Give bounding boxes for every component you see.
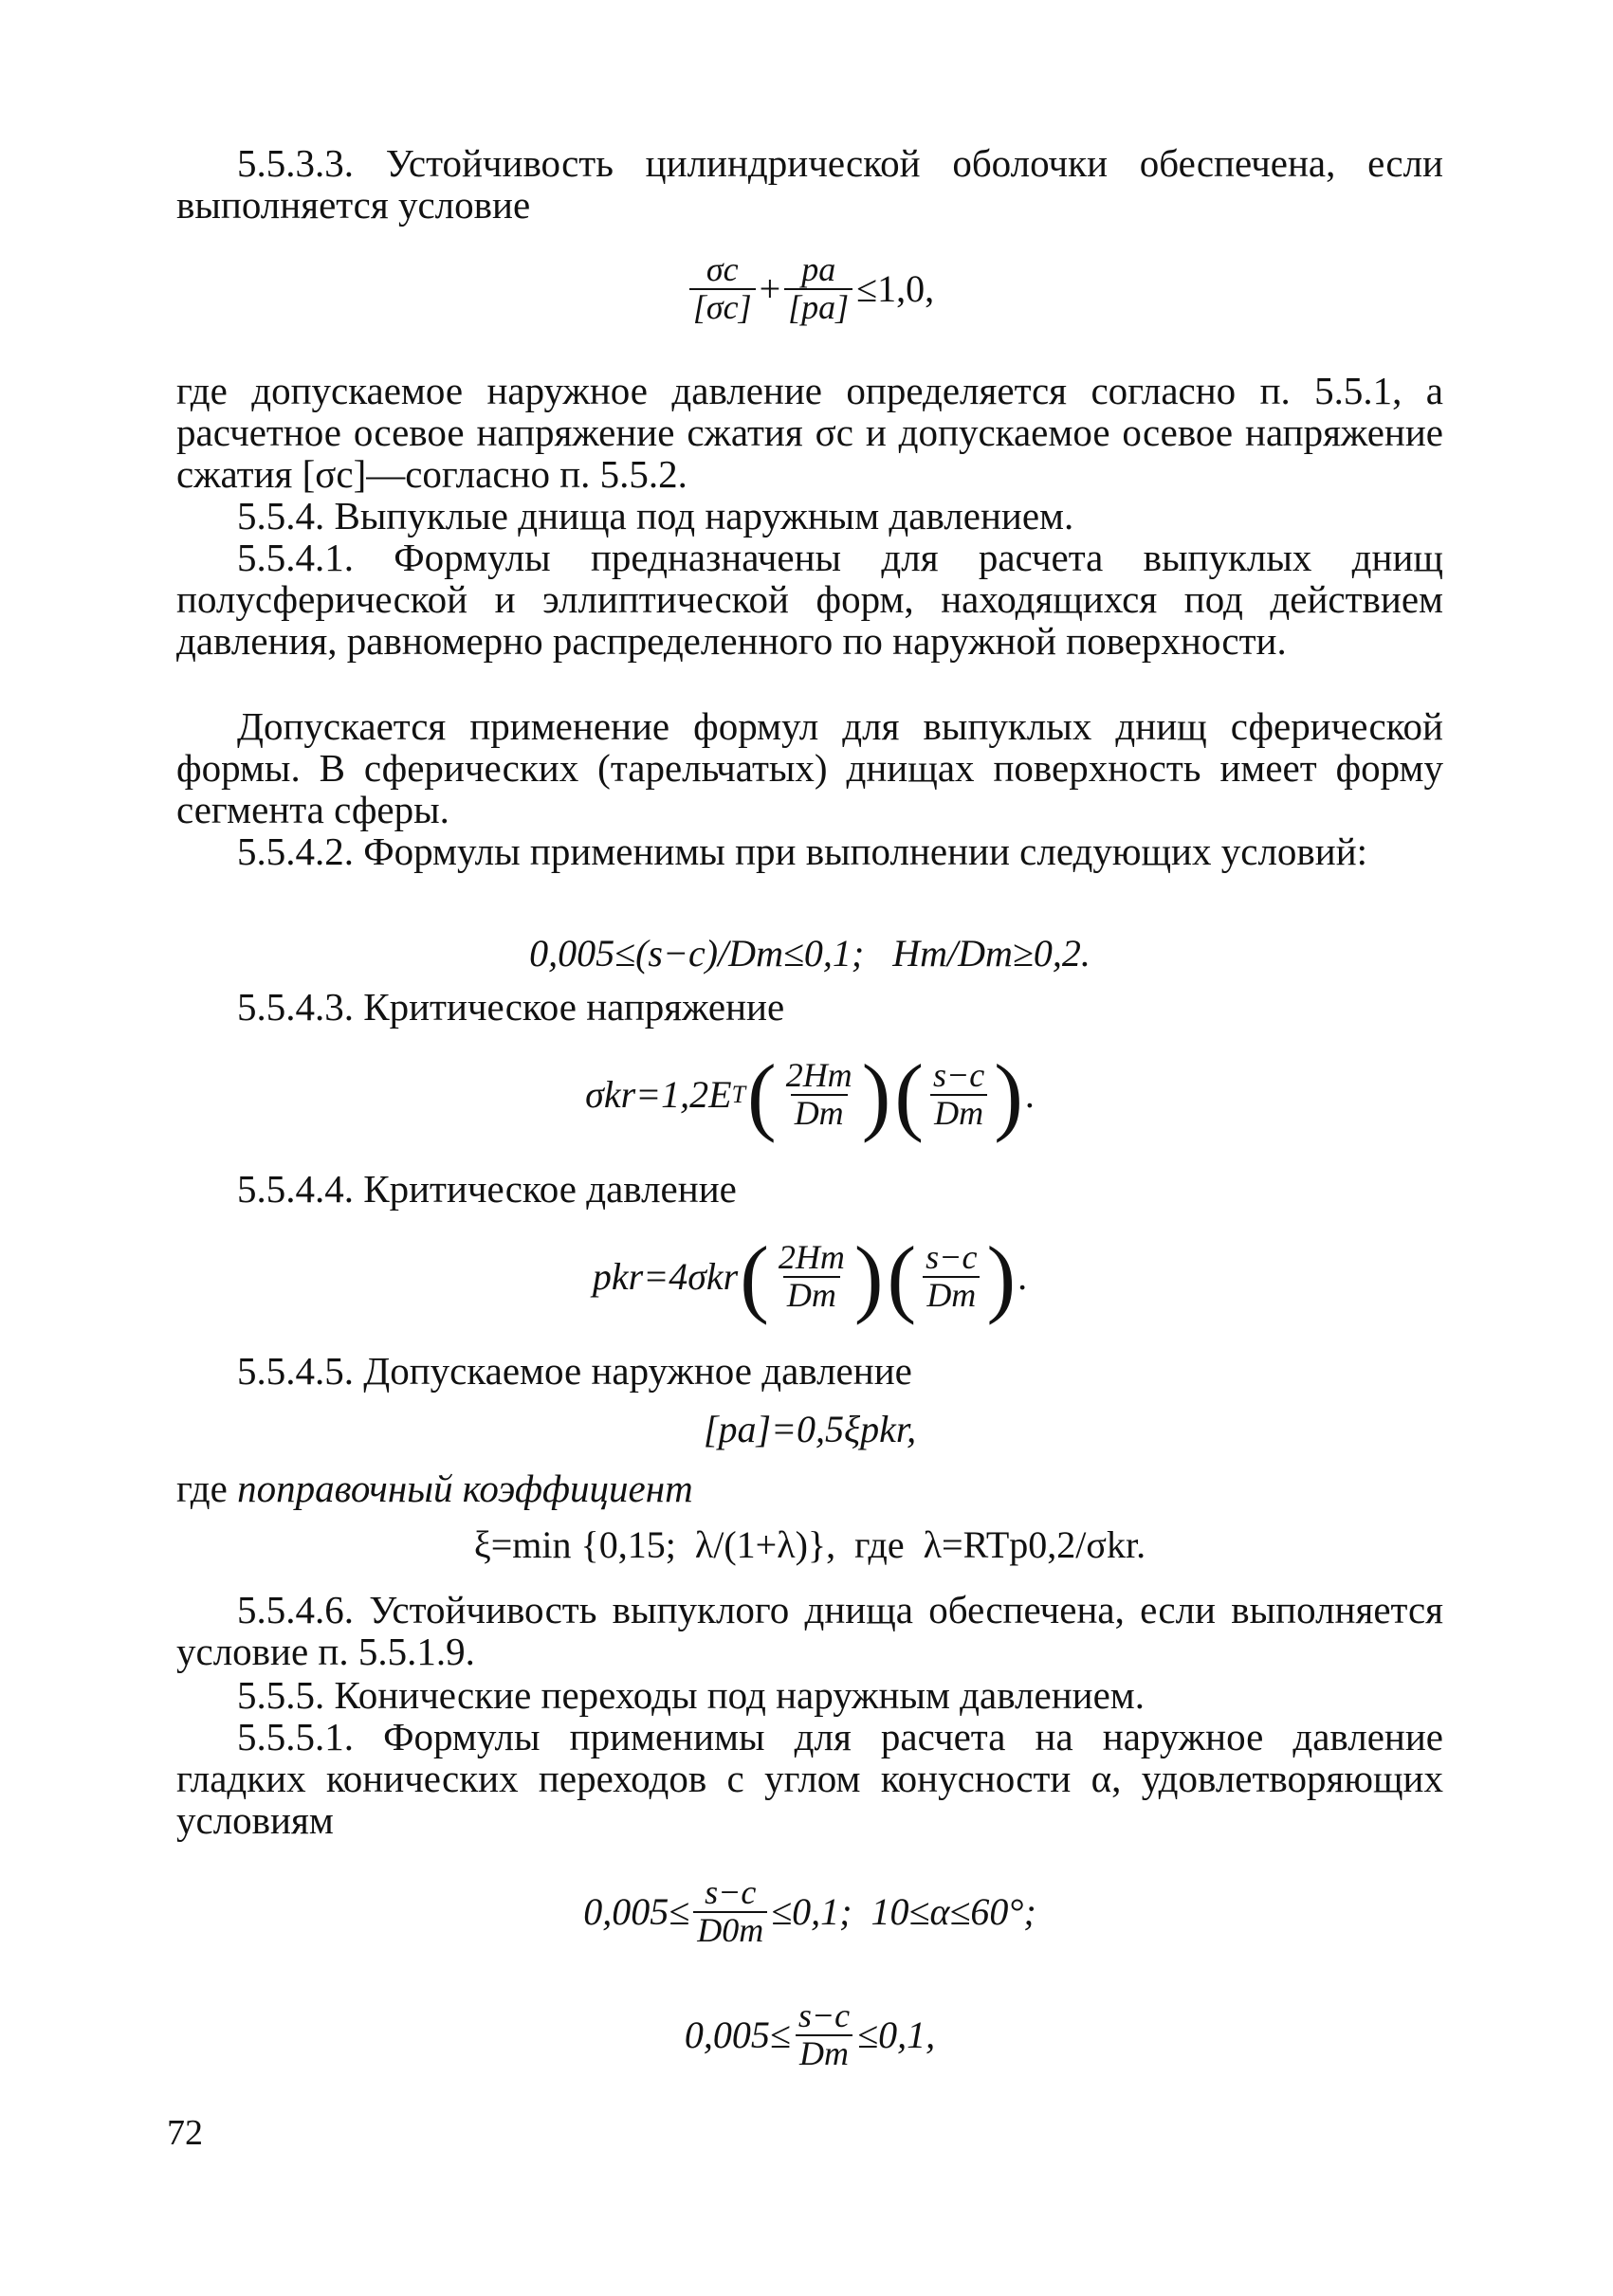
paragraph-5-5-5-1: 5.5.5.1. Формулы применимы для расчета на наружное давление гладких конических переходов с углом конусности α, удовлетворяющих условиям — [176, 1715, 1443, 1842]
equation-xi — [176, 1517, 1443, 1574]
close-paren: ) — [861, 1047, 891, 1143]
fraction-pressure — [784, 252, 852, 326]
open-paren: ( — [894, 1047, 924, 1143]
equation-critical-pressure — [176, 1215, 1443, 1339]
denominator: [pa] — [784, 288, 852, 326]
paragraph-5-5-4-5: 5.5.4.5. Допускаемое наружное давление — [237, 1349, 912, 1393]
equation-applicability-conditions — [176, 925, 1443, 982]
denominator: Dm — [796, 2034, 852, 2072]
fraction-2hm-dm — [775, 1240, 849, 1314]
equation-rhs: ≤0,1; 10≤α≤60°; — [771, 1890, 1036, 1933]
fraction-sc-dm — [929, 1058, 988, 1132]
open-paren: ( — [747, 1047, 777, 1143]
paragraph-5-5-4-6: 5.5.4.6. Устойчивость выпуклого днища обеспечена, если выполняется условие п. 5.5.1.9. — [176, 1588, 1443, 1673]
equation-end: . — [1024, 1073, 1035, 1116]
superscript-t: T — [731, 1081, 746, 1108]
denominator: Dm — [923, 1276, 980, 1314]
denominator: Dm — [791, 1094, 848, 1132]
denominator: Dm — [930, 1094, 987, 1132]
paragraph-5-5-3-3: 5.5.3.3. Устойчивость цилиндрической оболочки обеспечена, если выполняется условие — [176, 141, 1443, 227]
equation-lhs: σkr=1,2E — [585, 1073, 732, 1116]
paragraph-5-5-4-3: 5.5.4.3. Критическое напряжение — [237, 985, 785, 1029]
denominator: D0m — [693, 1911, 767, 1949]
fraction-sc-d0m — [693, 1875, 767, 1949]
open-paren: ( — [887, 1229, 917, 1325]
equation-end: . — [1017, 1255, 1028, 1298]
denominator: Dm — [783, 1276, 840, 1314]
equation-rhs: ≤1,0, — [856, 267, 935, 310]
equation-stability-condition — [176, 237, 1443, 341]
equation-rhs: ≤0,1, — [857, 2014, 936, 2056]
open-paren: ( — [740, 1229, 769, 1325]
plus-sign: + — [759, 267, 781, 310]
page-number: 72 — [167, 2113, 203, 2153]
paragraph-where-allowable: где допускаемое наружное давление определяется согласно п. 5.5.1, а расчетное осевое напряжение сжатия σc и допускаемое осевое напряжение сжатия [σc]—согласно п. 5.5.2. — [176, 369, 1443, 496]
equation-text: ξ=min {0,15; λ/(1+λ)}, где λ=RTp0,2/σkr. — [473, 1523, 1146, 1566]
paragraph-5-5-4-1: 5.5.4.1. Формулы предназначены для расчета выпуклых днищ полусферической и эллиптической форм, находящихся под действием давления, равномерно распределенного по наружной поверхности. — [176, 536, 1443, 663]
paragraph-5-5-5: 5.5.5. Конические переходы под наружным давлением. — [237, 1673, 1145, 1717]
close-paren: ) — [853, 1229, 884, 1325]
equation-wall-ratio — [176, 1983, 1443, 2087]
paragraph-spherical-allowed: Допускается применение формул для выпуклых днищ сферической формы. В сферических (тарельчатых) днищах поверхность имеет форму сегмента сферы. — [176, 704, 1443, 831]
equation-lhs: 0,005≤ — [583, 1890, 690, 1933]
denominator: [σc] — [689, 288, 756, 326]
numerator: 2Hm — [785, 1056, 852, 1095]
fraction-sc-dm — [922, 1240, 981, 1314]
equation-lhs: 0,005≤ — [684, 2014, 791, 2056]
numerator: pa — [801, 250, 836, 289]
equation-cone-conditions — [176, 1860, 1443, 1964]
equation-critical-stress — [176, 1033, 1443, 1157]
fraction-2hm-dm — [782, 1058, 856, 1132]
numerator: s−c — [797, 1996, 851, 2035]
paragraph-5-5-4: 5.5.4. Выпуклые днища под наружным давлением. — [237, 494, 1074, 538]
numerator: 2Hm — [778, 1238, 845, 1277]
equation-allowable-pressure — [176, 1401, 1443, 1458]
correction-factor-term: поправочный коэффициент — [237, 1467, 693, 1510]
paragraph-5-5-4-2: 5.5.4.2. Формулы применимы при выполнении следующих условий: — [237, 829, 1368, 873]
close-paren: ) — [994, 1047, 1023, 1143]
close-paren: ) — [986, 1229, 1017, 1325]
paragraph-5-5-4-4: 5.5.4.4. Критическое давление — [237, 1167, 737, 1211]
numerator: s−c — [705, 1873, 757, 1912]
equation-lhs: pkr=4σkr — [592, 1255, 739, 1298]
fraction-sc-dm — [795, 1998, 853, 2072]
paragraph-correction-factor — [176, 1467, 1443, 1509]
equation-text: [pa]=0,5ξpkr, — [703, 1408, 917, 1450]
numerator: s−c — [926, 1238, 978, 1277]
numerator: s−c — [932, 1056, 985, 1095]
fraction-sigma — [689, 252, 756, 326]
numerator: σc — [706, 250, 739, 289]
where-word: где — [176, 1467, 238, 1510]
equation-text: 0,005≤(s−c)/Dm≤0,1; Hm/Dm≥0,2. — [529, 932, 1091, 975]
